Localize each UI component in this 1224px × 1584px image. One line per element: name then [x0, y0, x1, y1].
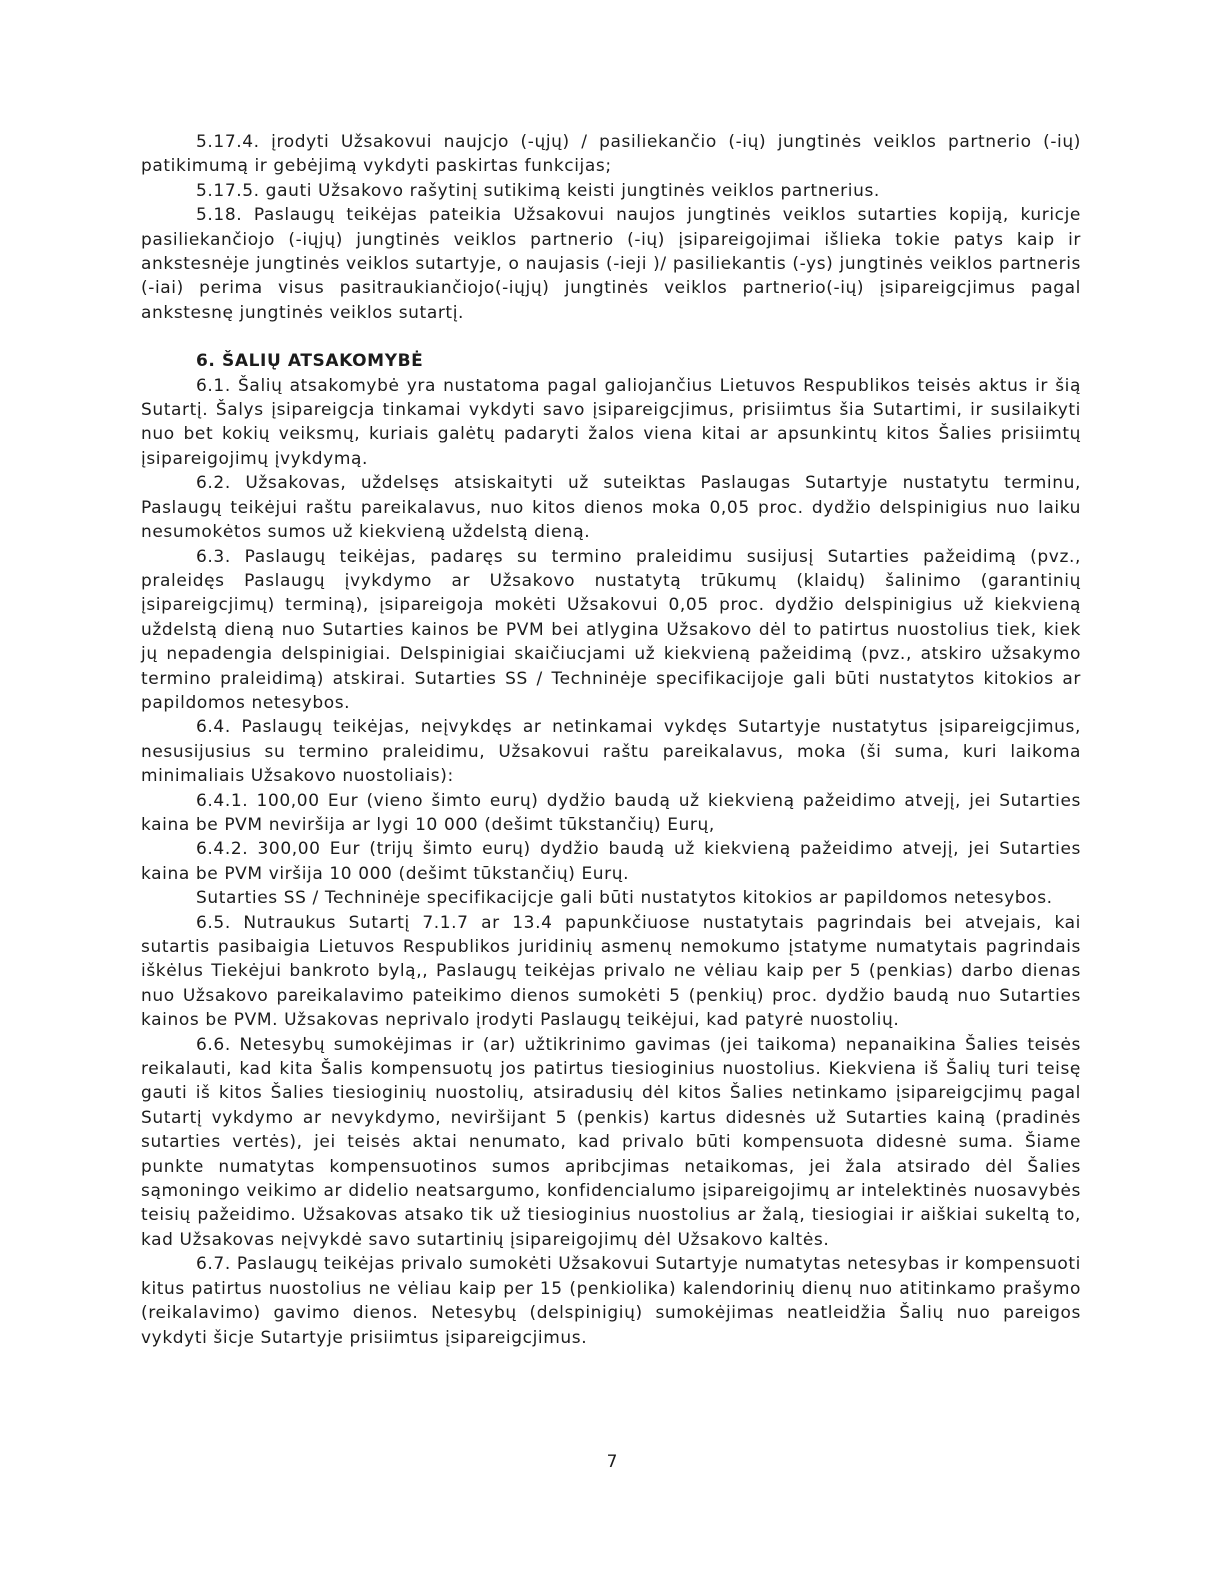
paragraph: 6.4.2. 300,00 Eur (trijų šimto eurų) dydžio baudą už kiekvieną pažeidimo atvejį, jei Sutarties kaina be PVM viršija 10 000 (dešimt tūkstančių) Eurų. — [141, 839, 1081, 884]
paragraph: Sutarties SS / Techninėje specifikacijcje gali būti nustatytos kitokios ar papildomos netesybos. — [196, 888, 1053, 909]
paragraph: 6.7. Paslaugų teikėjas privalo sumokėti Užsakovui Sutartyje numatytas netesybas ir kompensuoti kitus patirtus nuostolius ne vėliau kaip per 15 (penkiolika) kalendorinių dienų nuo atitinkamo prašymo (reikalavimo) gavimo dienos. Netesybų (delspinigių) sumokėjimas neatleidžia Šalių nuo pareigos vykdyti šicje Sutartyje prisiimtus įsipareigcjimus. — [141, 1254, 1081, 1348]
paragraph: 6.1. Šalių atsakomybė yra nustatoma pagal galiojančius Lietuvos Respublikos teisės aktus ir šią Sutartį. Šalys įsipareigcja tinkamai vykdyti savo įsipareigcjimus, prisiimtus šia Sutartimi, ir susilaikyti nuo bet kokių veiksmų, kuriais galėtų padaryti žalos viena kitai ar apsunkintų kitos Šalies prisiimtų įsipareigojimų įvykdymą. — [141, 375, 1081, 469]
paragraph: 5.17.5. gauti Užsakovo rašytinį sutikimą keisti jungtinės veiklos partnerius. — [196, 180, 880, 201]
paragraph: 6.5. Nutraukus Sutartį 7.1.7 ar 13.4 papunkčiuose nustatytais pagrindais bei atvejais, kai sutartis pasibaigia Lietuvos Respublikos juridinių asmenų nemokumo įstatyme numatytais pagrindais iškėlus Tiekėjui bankroto bylą,, Paslaugų teikėjas privalo ne vėliau kaip per 5 (penkias) darbo dienas nuo Užsakovo pareikalavimo pateikimo dienos sumokėti 5 (penkių) proc. dydžio baudą nuo Sutarties kainos be PVM. Užsakovas neprivalo įrodyti Paslaugų teikėjui, kad patyrė nuostolių. — [141, 912, 1081, 1031]
paragraph: 5.18. Paslaugų teikėjas pateikia Užsakovui naujos jungtinės veiklos sutarties kopiją, kuricje pasiliekančiojo (-iųjų) jungtinės veiklos partnerio (-ių) įsipareigojimai išlieka tokie patys kaip ir ankstesnėje jungtinės veiklos sutartyje, o naujasis (-ieji )/ pasiliekantis (-ys) jungtinės veiklos partneris (-iai) perima visus pasitraukiančiojo(-iųjų) jungtinės veiklos partnerio(-ių) įsipareigcjimus pagal ankstesnę jungtinės veiklos sutartį. — [141, 205, 1081, 323]
paragraph: 6.4.1. 100,00 Eur (vieno šimto eurų) dydžio baudą už kiekvieną pažeidimo atvejį, jei Sutarties kaina be PVM neviršija ar lygi 10 000 (dešimt tūkstančių) Eurų, — [141, 790, 1081, 835]
section-heading: 6. ŠALIŲ ATSAKOMYBĖ — [196, 351, 424, 372]
paragraph: 6.4. Paslaugų teikėjas, neįvykdęs ar netinkamai vykdęs Sutartyje nustatytus įsipareigcjimus, nesusijusius su termino praleidimu, Užsakovui raštu pareikalavus, moka (ši suma, kuri laikoma minimaliais Užsakovo nuostoliais): — [141, 717, 1081, 787]
paragraph: 6.3. Paslaugų teikėjas, padaręs su termino praleidimu susijusį Sutarties pažeidimą (pvz., praleidęs Paslaugų įvykdymo ar Užsakovo nustatytą trūkumų (klaidų) šalinimo (garantinių įsipareigcjimų) terminą), įsipareigoja mokėti Užsakovui 0,05 proc. dydžio delspinigius už kiekvieną uždelstą dieną nuo Sutarties kainos be PVM bei atlygina Užsakovo dėl to patirtus nuostolius tiek, kiek jų nepadengia delspinigiai. Delspinigiai skaičiucjami už kiekvieną pažeidimą (pvz., atskiro užsakymo termino praleidimą) atskirai. Sutarties SS / Techninėje specifikacijoje gali būti nustatytos kitokios ar papildomos netesybos. — [141, 546, 1081, 713]
paragraph: 5.17.4. įrodyti Užsakovui naujcjo (-ųjų) / pasiliekančio (-ių) jungtinės veiklos partnerio (-ių) patikimumą ir gebėjimą vykdyti paskirtas funkcijas; — [141, 132, 1081, 177]
paragraph: 6.6. Netesybų sumokėjimas ir (ar) užtikrinimo gavimas (jei taikoma) nepanaikina Šalies teisės reikalauti, kad kita Šalis kompensuotų jos patirtus tiesioginius nuostolius. Kiekviena iš Šalių turi teisę gauti iš kitos Šalies tiesioginių nuostolių, atsiradusių dėl kitos Šalies netinkamo įsipareigcjimų pagal Sutartį vykdymo ar nevykdymo, neviršijant 5 (penkis) kartus didesnės už Sutarties kainą (pradinės sutarties vertės), jei teisės aktai nenumato, kad privalo būti kompensuota didesnė suma. Šiame punkte numatytas kompensuotinos sumos apribcjimas netaikomas, jei žala atsirado dėl Šalies sąmoningo veikimo ar didelio neatsargumo, konfidencialumo įsipareigojimų ar intelektinės nuosavybės teisių pažeidimo. Užsakovas atsako tik už tiesioginius nuostolius ar žalą, tiesiogiai ir aiškiai sukeltą to, kad Užsakovas neįvykdė savo sutartinių įsipareigojimų dėl Užsakovo kaltės. — [141, 1034, 1081, 1250]
paragraph: 6.2. Užsakovas, uždelsęs atsiskaityti už suteiktas Paslaugas Sutartyje nustatytu terminu, Paslaugų teikėjui raštu pareikalavus, nuo kitos dienos moka 0,05 proc. dydžio delspinigius nuo laiku nesumokėtos sumos už kiekvieną uždelstą dieną. — [141, 473, 1081, 543]
page-number: 7 — [606, 1452, 618, 1472]
document-content — [141, 130, 1081, 1350]
